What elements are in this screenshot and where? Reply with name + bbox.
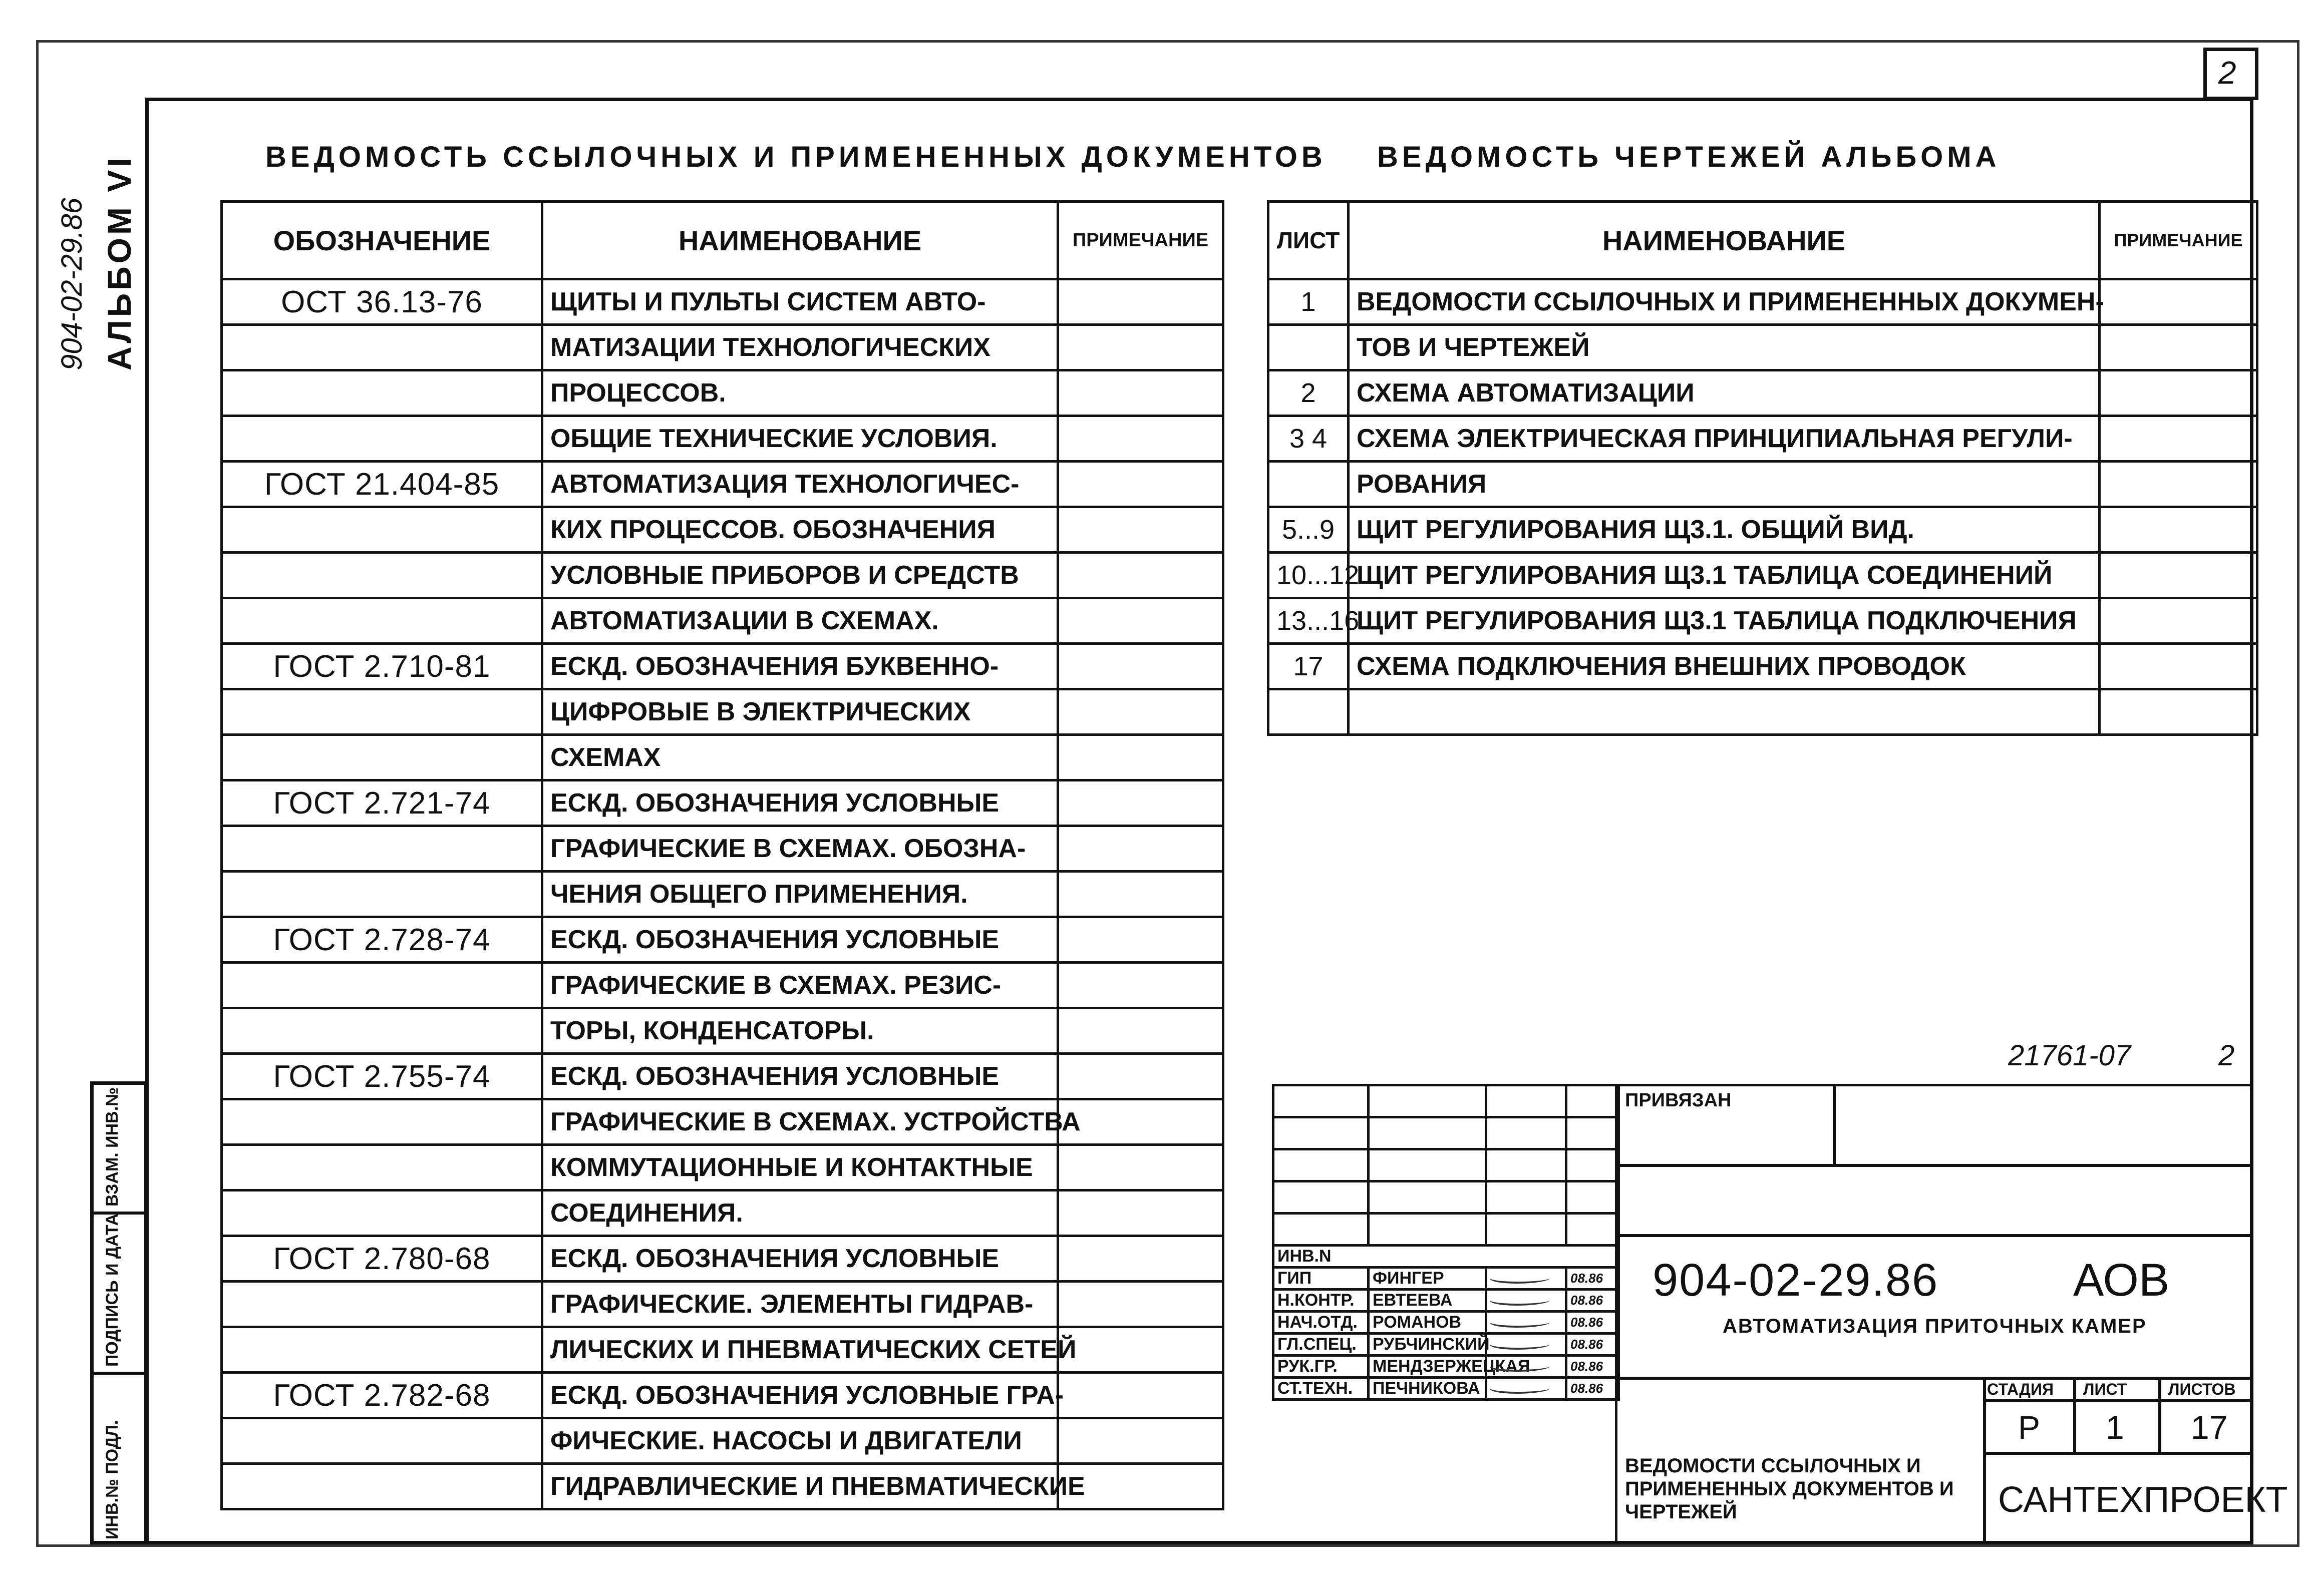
signer-date: 08.86	[1566, 1378, 1619, 1400]
refs-code-cell	[222, 553, 542, 598]
refs-name-cell: ФИЧЕСКИЕ. НАСОСЫ И ДВИГАТЕЛИ	[542, 1418, 1058, 1464]
refs-note-cell	[1058, 1373, 1223, 1418]
refs-name-cell: ТОРЫ, КОНДЕНСАТОРЫ.	[542, 1008, 1058, 1054]
dwg-name-cell: СХЕМА ЭЛЕКТРИЧЕСКАЯ ПРИНЦИПИАЛЬНАЯ РЕГУЛИ-	[1349, 416, 2100, 462]
dwg-row	[1268, 370, 2257, 416]
stage-col-divider	[2158, 1377, 2161, 1452]
refs-note-cell	[1058, 462, 1223, 507]
handwritten-signature	[1487, 1339, 1554, 1350]
refs-name-cell: ГРАФИЧЕСКИЕ. ЭЛЕМЕНТЫ ГИДРАВ-	[542, 1282, 1058, 1327]
signer-role: ГИП	[1273, 1268, 1369, 1290]
refs-row	[222, 279, 1223, 325]
refs-code-cell	[222, 325, 542, 370]
refs-code-cell	[222, 416, 542, 462]
refs-row	[222, 1008, 1223, 1054]
refs-row	[222, 644, 1223, 689]
signature-cell	[1486, 1290, 1566, 1312]
signer-name: ПЕЧНИКОВА	[1369, 1378, 1486, 1400]
dwg-note-cell	[2100, 416, 2257, 462]
signature-grid	[1272, 1084, 1620, 1401]
sheet-title: ВЕДОМОСТИ ССЫЛОЧНЫХ И ПРИМЕНЕННЫХ ДОКУМЕНТОВ И ЧЕРТЕЖЕЙ	[1625, 1455, 1954, 1523]
refs-note-cell	[1058, 963, 1223, 1008]
refs-row	[222, 1327, 1223, 1373]
refs-row	[222, 1099, 1223, 1145]
side-album-label: АЛЬБОМ VI	[101, 155, 138, 370]
stamp-empty-row	[1273, 1181, 1619, 1214]
refs-note-cell	[1058, 553, 1223, 598]
bound-label: ПРИВЯЗАН	[1625, 1090, 1732, 1111]
refs-row	[222, 1236, 1223, 1282]
refs-note-cell	[1058, 1236, 1223, 1282]
dwg-note-cell	[2100, 644, 2257, 689]
refs-code-cell	[222, 1327, 542, 1373]
dwg-name-cell: ЩИТ РЕГУЛИРОВАНИЯ Щ3.1 ТАБЛИЦА СОЕДИНЕНИЙ	[1349, 553, 2100, 598]
refs-note-cell	[1058, 917, 1223, 963]
refs-note-cell	[1058, 826, 1223, 872]
refs-name-cell: ГРАФИЧЕСКИЕ В СХЕМАХ. ОБОЗНА-	[542, 826, 1058, 872]
stamp-empty-row	[1273, 1117, 1619, 1149]
refs-note-cell	[1058, 872, 1223, 917]
signer-name: ФИНГЕР	[1369, 1268, 1486, 1290]
refs-table	[220, 200, 1224, 1510]
stamp-empty-cell	[1566, 1214, 1619, 1246]
signer-date: 08.86	[1566, 1290, 1619, 1312]
side-doc-code: 904-02-29.86	[56, 197, 88, 370]
dwg-sheet-cell: 10...12	[1268, 553, 1349, 598]
refs-header-code: ОБОЗНАЧЕНИЕ	[222, 202, 542, 279]
refs-name-cell: АВТОМАТИЗАЦИЯ ТЕХНОЛОГИЧЕС-	[542, 462, 1058, 507]
refs-name-cell: КОММУТАЦИОННЫЕ И КОНТАКТНЫЕ	[542, 1145, 1058, 1190]
dwg-sheet-cell: 1	[1268, 279, 1349, 325]
refs-code-cell: ГОСТ 2.728-74	[222, 917, 542, 963]
refs-code-cell	[222, 963, 542, 1008]
refs-name-cell: ЕСКД. ОБОЗНАЧЕНИЯ БУКВЕННО-	[542, 644, 1058, 689]
dwg-note-cell	[2100, 462, 2257, 507]
refs-code-cell	[222, 1282, 542, 1327]
doc-mark: АОВ	[2073, 1255, 2170, 1306]
refs-code-cell: ГОСТ 2.780-68	[222, 1236, 542, 1282]
signer-date: 08.86	[1566, 1334, 1619, 1356]
side-stamp-replacement: ВЗАМ. ИНВ.№	[103, 1087, 122, 1207]
page-number: 2	[2218, 55, 2236, 91]
refs-code-cell	[222, 735, 542, 780]
dwg-header-sheet: ЛИСТ	[1268, 202, 1349, 279]
signature-cell	[1486, 1334, 1566, 1356]
organization: САНТЕХПРОЕКТ	[1998, 1480, 2288, 1520]
refs-note-cell	[1058, 1145, 1223, 1190]
inv-label: ИНВ.N	[1273, 1246, 1619, 1268]
inv-row	[1273, 1246, 1619, 1268]
dwg-sheet-cell: 13...16	[1268, 598, 1349, 644]
refs-name-cell: УСЛОВНЫЕ ПРИБОРОВ И СРЕДСТВ	[542, 553, 1058, 598]
dwg-name-cell	[1349, 689, 2100, 735]
refs-code-cell	[222, 1008, 542, 1054]
refs-row	[222, 1145, 1223, 1190]
archive-number: 21761-07	[2008, 1039, 2131, 1072]
refs-name-cell: ЩИТЫ И ПУЛЬТЫ СИСТЕМ АВТО-	[542, 279, 1058, 325]
refs-row	[222, 1373, 1223, 1418]
refs-row	[222, 917, 1223, 963]
refs-code-cell	[222, 872, 542, 917]
refs-name-cell: ГРАФИЧЕСКИЕ В СХЕМАХ. УСТРОЙСТВА	[542, 1099, 1058, 1145]
stamp-empty-cell	[1273, 1085, 1369, 1117]
refs-row	[222, 416, 1223, 462]
refs-name-cell: СХЕМАХ	[542, 735, 1058, 780]
signer-row	[1273, 1378, 1619, 1400]
refs-note-cell	[1058, 1008, 1223, 1054]
stamp-empty-cell	[1486, 1181, 1566, 1214]
bound-divider	[1833, 1084, 1836, 1166]
dwg-name-cell: ЩИТ РЕГУЛИРОВАНИЯ Щ3.1 ТАБЛИЦА ПОДКЛЮЧЕНИЯ	[1349, 598, 2100, 644]
archive-sheet: 2	[2218, 1039, 2235, 1072]
refs-code-cell	[222, 370, 542, 416]
refs-note-cell	[1058, 370, 1223, 416]
refs-row	[222, 325, 1223, 370]
refs-note-cell	[1058, 1327, 1223, 1373]
code-top	[1615, 1234, 2253, 1237]
refs-row	[222, 826, 1223, 872]
refs-row	[222, 963, 1223, 1008]
refs-name-cell: ПРОЦЕССОВ.	[542, 370, 1058, 416]
dwg-header-name: НАИМЕНОВАНИЕ	[1349, 202, 2100, 279]
refs-row	[222, 1190, 1223, 1236]
sheets-value: 17	[2191, 1409, 2228, 1446]
dwg-row	[1268, 644, 2257, 689]
signer-date: 08.86	[1566, 1312, 1619, 1334]
signer-name: ЕВТЕЕВА	[1369, 1290, 1486, 1312]
refs-note-cell	[1058, 780, 1223, 826]
stamp-empty-cell	[1566, 1085, 1619, 1117]
dwg-note-cell	[2100, 279, 2257, 325]
signer-name: РОМАНОВ	[1369, 1312, 1486, 1334]
signature-cell	[1486, 1356, 1566, 1378]
stamp-empty-cell	[1486, 1214, 1566, 1246]
dwg-row	[1268, 507, 2257, 553]
refs-code-cell	[222, 507, 542, 553]
refs-note-cell	[1058, 1099, 1223, 1145]
signer-date: 08.86	[1566, 1356, 1619, 1378]
dwg-header-note: ПРИМЕЧАНИЕ	[2100, 202, 2257, 279]
refs-note-cell	[1058, 689, 1223, 735]
side-stamp-inv: ИНВ.№ ПОДЛ.	[103, 1420, 122, 1539]
stamp-empty-cell	[1566, 1181, 1619, 1214]
dwg-title: ВЕДОМОСТЬ ЧЕРТЕЖЕЙ АЛЬБОМА	[1377, 141, 2001, 173]
refs-row	[222, 780, 1223, 826]
refs-note-cell	[1058, 1282, 1223, 1327]
side-stamp-signature: ПОДПИСЬ И ДАТА	[103, 1213, 122, 1367]
refs-name-cell: ЦИФРОВЫЕ В ЭЛЕКТРИЧЕСКИХ	[542, 689, 1058, 735]
stamp-empty-cell	[1369, 1149, 1486, 1181]
dwg-table	[1267, 200, 2258, 736]
refs-row	[222, 462, 1223, 507]
signer-date: 08.86	[1566, 1268, 1619, 1290]
refs-row	[222, 1282, 1223, 1327]
dwg-sheet-cell	[1268, 689, 1349, 735]
dwg-sheet-cell: 2	[1268, 370, 1349, 416]
refs-header-note: ПРИМЕЧАНИЕ	[1058, 202, 1223, 279]
stamp-empty-cell	[1486, 1117, 1566, 1149]
dwg-header-row	[1268, 202, 2257, 279]
refs-row	[222, 872, 1223, 917]
refs-row	[222, 1054, 1223, 1099]
signer-row	[1273, 1268, 1619, 1290]
signer-role: НАЧ.ОТД.	[1273, 1312, 1369, 1334]
refs-name-cell: СОЕДИНЕНИЯ.	[542, 1190, 1058, 1236]
stamp-empty-cell	[1566, 1149, 1619, 1181]
refs-name-cell: ЧЕНИЯ ОБЩЕГО ПРИМЕНЕНИЯ.	[542, 872, 1058, 917]
refs-row	[222, 598, 1223, 644]
handwritten-signature	[1487, 1317, 1554, 1328]
refs-code-cell	[222, 1190, 542, 1236]
signer-row	[1273, 1356, 1619, 1378]
signature-cell	[1486, 1378, 1566, 1400]
refs-name-cell: ЕСКД. ОБОЗНАЧЕНИЯ УСЛОВНЫЕ	[542, 1236, 1058, 1282]
refs-note-cell	[1058, 598, 1223, 644]
dwg-name-cell: РОВАНИЯ	[1349, 462, 2100, 507]
dwg-sheet-cell: 17	[1268, 644, 1349, 689]
refs-code-cell: ГОСТ 2.721-74	[222, 780, 542, 826]
signature-cell	[1486, 1312, 1566, 1334]
dwg-note-cell	[2100, 553, 2257, 598]
refs-row	[222, 1418, 1223, 1464]
dwg-note-cell	[2100, 507, 2257, 553]
refs-name-cell: ЛИЧЕСКИХ И ПНЕВМАТИЧЕСКИХ СЕТЕЙ	[542, 1327, 1058, 1373]
dwg-row	[1268, 325, 2257, 370]
refs-note-cell	[1058, 1418, 1223, 1464]
stamp-empty-cell	[1369, 1214, 1486, 1246]
stamp-empty-cell	[1486, 1149, 1566, 1181]
refs-title: ВЕДОМОСТЬ ССЫЛОЧНЫХ И ПРИМЕНЕННЫХ ДОКУМЕНТОВ	[265, 141, 1327, 173]
refs-note-cell	[1058, 507, 1223, 553]
refs-code-cell	[222, 1145, 542, 1190]
refs-code-cell: ГОСТ 2.755-74	[222, 1054, 542, 1099]
dwg-note-cell	[2100, 689, 2257, 735]
stamp-empty-cell	[1273, 1149, 1369, 1181]
side-stamp-divider	[90, 1372, 148, 1375]
dwg-row	[1268, 416, 2257, 462]
stage-col-divider	[2073, 1377, 2076, 1452]
refs-code-cell	[222, 1418, 542, 1464]
stage-label: СТАДИЯ	[1987, 1380, 2054, 1398]
refs-row	[222, 1464, 1223, 1509]
refs-code-cell: ГОСТ 2.782-68	[222, 1373, 542, 1418]
refs-note-cell	[1058, 325, 1223, 370]
handwritten-signature	[1487, 1295, 1554, 1306]
dwg-name-cell: СХЕМА ПОДКЛЮЧЕНИЯ ВНЕШНИХ ПРОВОДОК	[1349, 644, 2100, 689]
refs-note-cell	[1058, 644, 1223, 689]
dwg-sheet-cell: 5...9	[1268, 507, 1349, 553]
dwg-name-cell: ЩИТ РЕГУЛИРОВАНИЯ Щ3.1. ОБЩИЙ ВИД.	[1349, 507, 2100, 553]
dwg-row	[1268, 553, 2257, 598]
refs-code-cell: ГОСТ 2.710-81	[222, 644, 542, 689]
dwg-sheet-cell	[1268, 462, 1349, 507]
signer-name: РУБЧИНСКИЙ	[1369, 1334, 1486, 1356]
dwg-sheet-cell	[1268, 325, 1349, 370]
refs-code-cell	[222, 689, 542, 735]
stamp-empty-cell	[1566, 1117, 1619, 1149]
sheet-value: 1	[2106, 1409, 2124, 1446]
bound-bottom	[1615, 1164, 2253, 1167]
refs-code-cell	[222, 1464, 542, 1509]
refs-name-cell: ЕСКД. ОБОЗНАЧЕНИЯ УСЛОВНЫЕ	[542, 917, 1058, 963]
dwg-note-cell	[2100, 325, 2257, 370]
refs-name-cell: МАТИЗАЦИИ ТЕХНОЛОГИЧЕСКИХ	[542, 325, 1058, 370]
refs-header-row	[222, 202, 1223, 279]
handwritten-signature	[1487, 1273, 1554, 1284]
refs-note-cell	[1058, 1190, 1223, 1236]
handwritten-signature	[1487, 1383, 1554, 1394]
stamp-empty-row	[1273, 1214, 1619, 1246]
stage-header-line	[1983, 1399, 2253, 1402]
refs-row	[222, 689, 1223, 735]
signer-role: СТ.ТЕХН.	[1273, 1378, 1369, 1400]
dwg-sheet-cell: 3 4	[1268, 416, 1349, 462]
signer-row	[1273, 1334, 1619, 1356]
refs-name-cell: ГРАФИЧЕСКИЕ В СХЕМАХ. РЕЗИС-	[542, 963, 1058, 1008]
refs-header-name: НАИМЕНОВАНИЕ	[542, 202, 1058, 279]
doc-code: 904-02-29.86	[1653, 1255, 1939, 1306]
refs-code-cell: ГОСТ 21.404-85	[222, 462, 542, 507]
sheets-label: ЛИСТОВ	[2168, 1380, 2236, 1398]
dwg-row	[1268, 462, 2257, 507]
refs-name-cell: АВТОМАТИЗАЦИИ В СХЕМАХ.	[542, 598, 1058, 644]
dwg-row	[1268, 689, 2257, 735]
refs-code-cell	[222, 1099, 542, 1145]
stamp-empty-row	[1273, 1085, 1619, 1117]
stamp-empty-cell	[1486, 1085, 1566, 1117]
refs-code-cell: ОСТ 36.13-76	[222, 279, 542, 325]
refs-name-cell: КИХ ПРОЦЕССОВ. ОБОЗНАЧЕНИЯ	[542, 507, 1058, 553]
refs-name-cell: ЕСКД. ОБОЗНАЧЕНИЯ УСЛОВНЫЕ ГРА-	[542, 1373, 1058, 1418]
refs-row	[222, 370, 1223, 416]
refs-code-cell	[222, 826, 542, 872]
dwg-row	[1268, 279, 2257, 325]
refs-name-cell: ЕСКД. ОБОЗНАЧЕНИЯ УСЛОВНЫЕ	[542, 1054, 1058, 1099]
signer-role: ГЛ.СПЕЦ.	[1273, 1334, 1369, 1356]
signer-name: МЕНДЗЕРЖЕЦКАЯ	[1369, 1356, 1486, 1378]
stamp-empty-cell	[1369, 1181, 1486, 1214]
refs-row	[222, 507, 1223, 553]
refs-row	[222, 735, 1223, 780]
title-block	[1272, 1084, 2288, 1544]
refs-note-cell	[1058, 735, 1223, 780]
stamp-empty-cell	[1369, 1085, 1486, 1117]
refs-note-cell	[1058, 279, 1223, 325]
dwg-name-cell: ВЕДОМОСТИ ССЫЛОЧНЫХ И ПРИМЕНЕННЫХ ДОКУМЕН-	[1349, 279, 2100, 325]
stamp-empty-cell	[1273, 1214, 1369, 1246]
dwg-name-cell: СХЕМА АВТОМАТИЗАЦИИ	[1349, 370, 2100, 416]
dwg-name-cell: ТОВ И ЧЕРТЕЖЕЙ	[1349, 325, 2100, 370]
refs-name-cell: ОБЩИЕ ТЕХНИЧЕСКИЕ УСЛОВИЯ.	[542, 416, 1058, 462]
sheet-label: ЛИСТ	[2083, 1380, 2127, 1398]
signature-cell	[1486, 1268, 1566, 1290]
project-bottom	[1615, 1377, 2253, 1380]
refs-note-cell	[1058, 416, 1223, 462]
refs-name-cell: ГИДРАВЛИЧЕСКИЕ И ПНЕВМАТИЧЕСКИЕ	[542, 1464, 1058, 1509]
stamp-empty-cell	[1369, 1117, 1486, 1149]
signer-role: РУК.ГР.	[1273, 1356, 1369, 1378]
refs-row	[222, 553, 1223, 598]
stamp-empty-cell	[1273, 1181, 1369, 1214]
refs-note-cell	[1058, 1054, 1223, 1099]
dwg-row	[1268, 598, 2257, 644]
refs-name-cell: ЕСКД. ОБОЗНАЧЕНИЯ УСЛОВНЫЕ	[542, 780, 1058, 826]
signer-row	[1273, 1290, 1619, 1312]
refs-code-cell	[222, 598, 542, 644]
handwritten-signature	[1487, 1361, 1554, 1372]
signer-row	[1273, 1312, 1619, 1334]
dwg-note-cell	[2100, 598, 2257, 644]
project-title: АВТОМАТИЗАЦИЯ ПРИТОЧНЫХ КАМЕР	[1723, 1315, 2147, 1337]
stamp-empty-row	[1273, 1149, 1619, 1181]
stage-value: Р	[2018, 1409, 2041, 1446]
stage-bottom	[1983, 1452, 2253, 1455]
dwg-note-cell	[2100, 370, 2257, 416]
signer-role: Н.КОНТР.	[1273, 1290, 1369, 1312]
stamp-empty-cell	[1273, 1117, 1369, 1149]
